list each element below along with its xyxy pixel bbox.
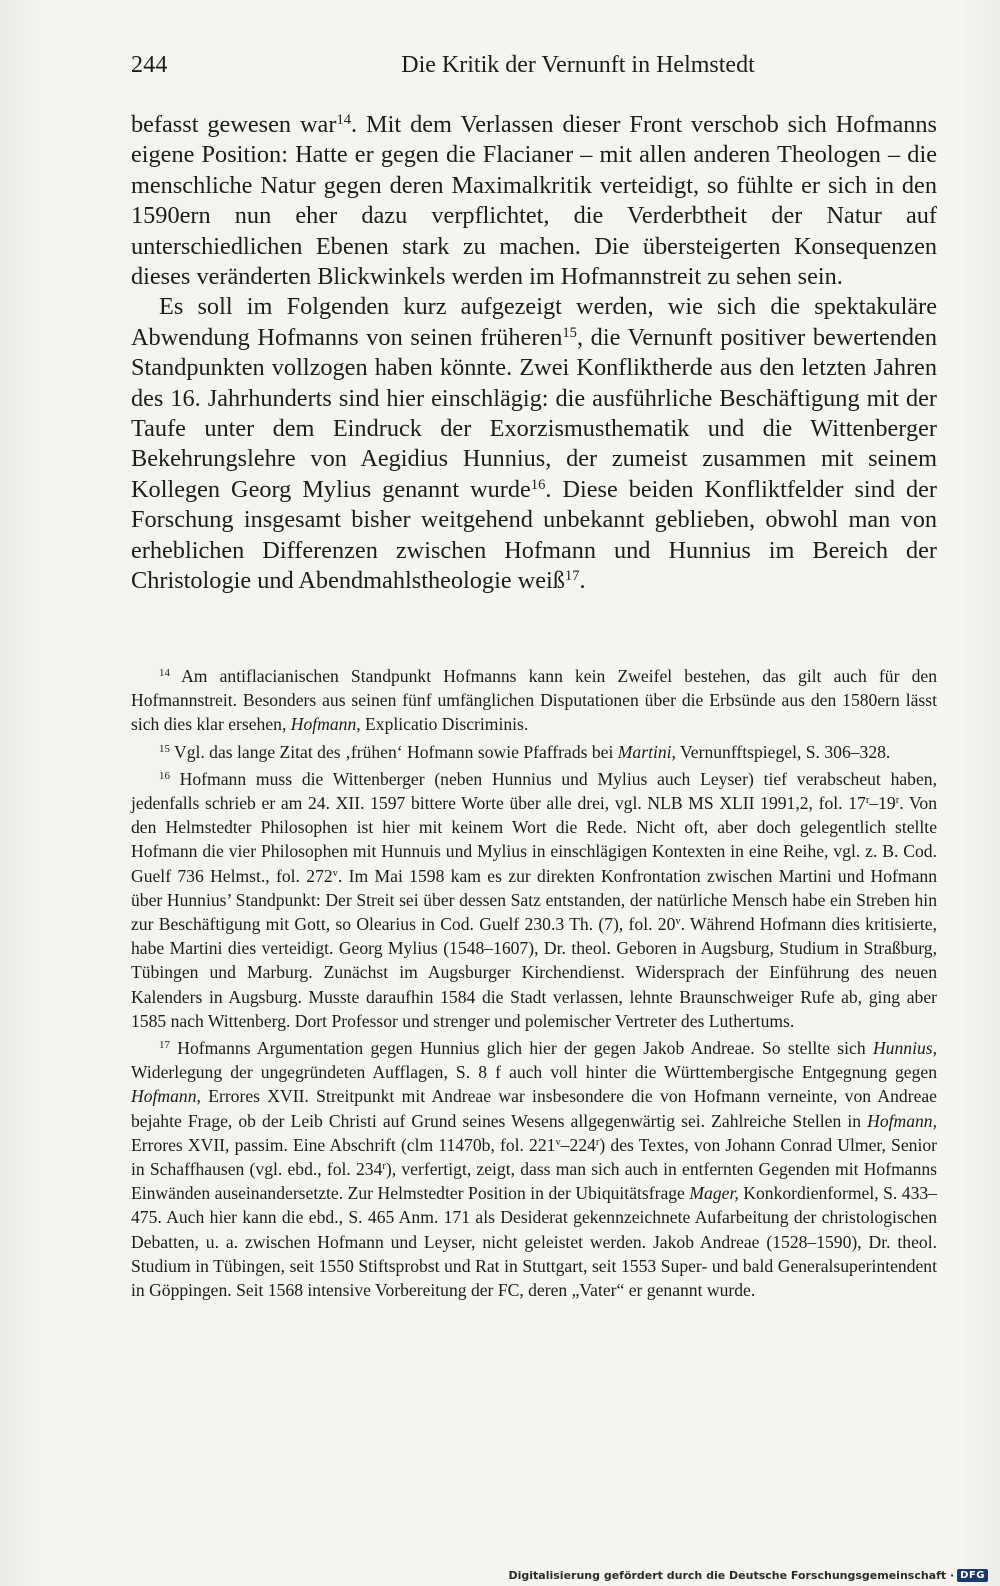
footnote-ref-15[interactable]: 15 xyxy=(562,324,577,341)
footnote-text: ) des Textes, von Johann Conrad Ulmer, Senior in Schaffhausen (vgl. ebd., fol. 234 xyxy=(131,1134,937,1180)
digitization-credit xyxy=(508,1569,988,1582)
footnote-text: –224 xyxy=(560,1134,596,1155)
paragraph-text: Es soll im Folgenden kurz aufgezeigt werden, wie sich die spektakuläre Abwendung Hofmanns von seinen früheren xyxy=(131,293,937,351)
footnote-text: . Im Mai 1598 kam es zur direkten Konfrontation zwischen Martini und Hofmann über Hunnius’ Standpunkt: Der Streit sei über dessen Satz entstanden, der natürliche Mensch habe ein Streben hin zur Beschäftigung mit Gott, so Olearius in Cod. Guelf 230.3 Th. (7), fol. 20 xyxy=(131,865,938,935)
page-number: 244 xyxy=(131,52,168,78)
footnote-17 xyxy=(131,1036,937,1302)
footnote-text: Hofmanns Argumentation gegen Hunnius glich hier der gegen Jakob Andreae. So stellte sich xyxy=(169,1038,873,1059)
footnote-text: . Von den Helmstedter Philosophen ist hier mit keinem Wort die Rede. Nicht oft, aber doch gelegentlich stellte Hofmann die vier Philosophen mit Hunnuis und Mylius in einschlägigen Kontexten in eine Reihe, vgl. z. B. Cod. Guelf 736 Helmst., fol. 272 xyxy=(131,793,938,886)
footnote-ref-14[interactable]: 14 xyxy=(336,111,352,128)
author-name: Hunnius, xyxy=(872,1038,937,1059)
footnote-text: Vernunfftspiegel, S. 306–328. xyxy=(675,741,891,762)
footnote-14 xyxy=(131,664,937,737)
folio-superscript: r xyxy=(865,795,870,807)
author-name: Hofmann, xyxy=(131,1086,201,1107)
footnote-text: Errores XVII. Streitpunkt mit Andreae war insbesondere die von Hofmann verneinte, von Andreae bejahte Frage, ob der Leib Christi auf Grund seines Wesens allgegenwärtig sei. Zahlreiche Stellen in xyxy=(131,1086,937,1131)
folio-superscript: v xyxy=(332,867,338,879)
paragraph-1 xyxy=(131,110,937,292)
author-name: Martini, xyxy=(617,741,676,762)
dfg-logo-icon: DFG xyxy=(957,1569,988,1582)
author-name: Mager, xyxy=(689,1183,739,1204)
footnote-number: 17 xyxy=(159,1039,170,1052)
footnote-text: Errores XVII, passim. Eine Abschrift (clm 11470b, fol. 221 xyxy=(131,1134,556,1155)
footnote-16 xyxy=(131,767,937,1033)
footnotes xyxy=(131,664,937,1302)
paragraph-2 xyxy=(131,292,937,596)
footnote-text: ), verfertigt, zeigt, dass man sich auch in entfernten Gegenden mit Hofmanns Einwänden auseinandersetzte. Zur Helmstedter Position in der Ubiquitätsfrage xyxy=(131,1159,938,1204)
footnote-text: Hofmann muss die Wittenberger (neben Hunnius und Mylius auch Leyser) tief verabscheut haben, jedenfalls schrieb er am 24. XII. 1597 bittere Worte über alle drei, vgl. NLB MS XLII 1991,2, fol. 17 xyxy=(131,768,937,814)
running-head: Die Kritik der Vernunft in Helmstedt xyxy=(401,52,755,78)
author-name: Hofmann, xyxy=(290,714,361,735)
footnote-text: Explicatio Discriminis. xyxy=(360,714,529,735)
folio-superscript: r xyxy=(895,795,900,807)
folio-superscript: r xyxy=(382,1161,386,1173)
footnote-number: 15 xyxy=(159,742,170,755)
paragraph-text: befasst gewesen war xyxy=(131,111,337,138)
paragraph-text: . Mit dem Verlassen dieser Front verschob sich Hofmanns eigene Position: Hatte er gegen die Flacianer – mit allen anderen Theologen – die menschliche Natur gegen deren Maximalkritik verteidigt, so fühlte er sich in den 1590ern nun eher dazu verpflichtet, die Verderbtheit der Natur auf unterschiedlichen Ebenen stark zu machen. Die übersteigerten Konsequenzen dieses veränderten Blickwinkels werden im Hofmannstreit zu sehen sein. xyxy=(131,111,937,291)
footnote-text: Konkordienformel, S. 433–475. Auch hier kann die ebd., S. 465 Anm. 171 als Desiderat gekennzeichnete Aufarbeitung der christologischen Debatten, u. a. zwischen Hofmann und Leyser, nicht geleistet werden. Jakob Andreae (1528–1590), Dr. theol. Studium in Tübingen, seit 1550 Stiftsprobst und Rat in Stuttgart, seit 1553 Super- und bald Generalsuperintendent in Göppingen. Seit 1568 intensive Vorbereitung der FC, deren „Vater“ er genannt wurde. xyxy=(131,1183,937,1301)
footnote-15 xyxy=(131,740,937,764)
folio-superscript: v xyxy=(675,916,681,928)
footnote-text: . Während Hofmann dies kritisierte, habe Martini dies verteidigt. Georg Mylius (1548–1607), Dr. theol. Geboren in Augsburg, Studium in Straßburg, Tübingen und Marburg. Zunächst im Augsburger Kirchendienst. Widersprach der Einführung des neuen Kalenders in Augsburg. Musste daraufhin 1584 die Stadt verlassen, lehnte Braunschweiger Rufe ab, ging aber 1585 nach Wittenberg. Dort Professor und strenger und polemischer Vertreter des Luthertums. xyxy=(131,914,937,1031)
paragraph-text: . Diese beiden Konfliktfelder sind der Forschung insgesamt bisher weitgehend unbekannt geblieben, obwohl man von erheblichen Differenzen zwischen Hofmann und Hunnius im Bereich der Christologie und Abendmahlstheologie weiß xyxy=(131,475,937,595)
footnote-ref-17[interactable]: 17 xyxy=(564,568,580,585)
author-name: Hofmann, xyxy=(867,1110,937,1131)
footnote-number: 14 xyxy=(159,667,170,679)
paragraph-text: . xyxy=(579,567,586,595)
footnote-text: Am antiflacianischen Standpunkt Hofmanns kann kein Zweifel bestehen, das gilt auch für den Hofmannstreit. Besonders aus seinen fünf umfänglichen Disputationen über die Erbsünde aus den 1580ern lässt sich dies klar ersehen, xyxy=(131,666,937,735)
main-text xyxy=(131,110,937,597)
folio-superscript: v xyxy=(555,1137,561,1149)
footnote-number: 16 xyxy=(159,769,170,782)
footnote-text: Vgl. das lange Zitat des ‚frühen‘ Hofmann sowie Pfaffrads bei xyxy=(169,741,618,762)
paragraph-text: , die Vernunft positiver bewertenden Standpunkten vollzogen haben könnte. Zwei Konfliktherde aus den letzten Jahren des 16. Jahrhunderts sind hier einschlägig: die ausführliche Beschäftigung mit der Taufe unter dem Eindruck der Exorzismusthematik und die Wittenberger Bekehrungslehre von Aegidius Hunnius, der zumeist zusammen mit seinem Kollegen Georg Mylius genannt wurde xyxy=(131,323,938,503)
footnote-ref-16[interactable]: 16 xyxy=(530,476,546,493)
folio-superscript: r xyxy=(595,1137,600,1149)
page-header xyxy=(131,52,935,84)
footnote-text: –19 xyxy=(869,793,896,814)
footnote-text: Widerlegung der ungegründeten Aufflagen, S. 8 f auch voll hinter die Württembergische Entgegnung gegen xyxy=(131,1062,937,1083)
credit-text: Digitalisierung gefördert durch die Deutsche Forschungsgemeinschaft · xyxy=(508,1569,955,1582)
